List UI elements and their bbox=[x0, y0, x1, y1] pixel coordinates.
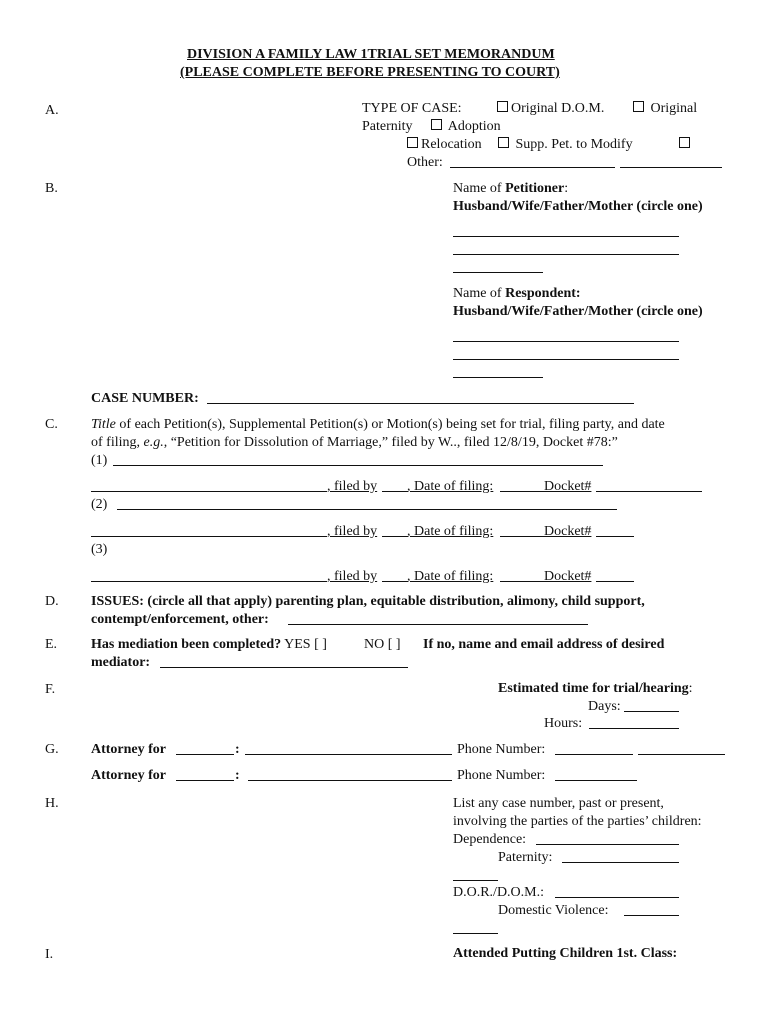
section-i-letter: I. bbox=[45, 947, 54, 962]
item-2-docket-field[interactable] bbox=[596, 536, 634, 537]
dependence-field[interactable] bbox=[536, 844, 679, 845]
item-3-title-field[interactable] bbox=[91, 581, 327, 582]
item-3-label: (3) bbox=[91, 542, 108, 557]
attorney-1-name-field[interactable] bbox=[245, 754, 452, 755]
other-field-2[interactable] bbox=[620, 167, 722, 168]
section-c-intro-line1: Title of each Petition(s), Supplemental Petition(s) or Motion(s) being set for trial, filing party, and date bbox=[91, 417, 665, 432]
dependence-label: Dependence: bbox=[453, 832, 527, 847]
mediation-question: Has mediation been completed? YES [ ] bbox=[91, 637, 327, 652]
checkbox-icon[interactable] bbox=[633, 101, 644, 112]
domestic-violence-field-2[interactable] bbox=[453, 933, 498, 934]
mediation-if-no: If no, name and email address of desired bbox=[423, 637, 665, 652]
item-1-docket-field[interactable] bbox=[596, 491, 702, 492]
checkbox-icon[interactable] bbox=[407, 137, 418, 148]
petitioner-name-field-2[interactable] bbox=[453, 254, 679, 255]
section-f-letter: F. bbox=[45, 682, 56, 697]
phone-2-label: Phone Number: bbox=[457, 768, 546, 783]
item-3-docket-label: Docket# bbox=[544, 569, 592, 584]
option-original[interactable]: Original bbox=[633, 100, 697, 118]
other-label: Other: bbox=[407, 155, 443, 170]
case-history-line1: List any case number, past or present, bbox=[453, 796, 664, 811]
case-number-label: CASE NUMBER: bbox=[91, 391, 199, 406]
checkbox-icon[interactable] bbox=[679, 137, 690, 148]
checkbox-icon[interactable] bbox=[498, 137, 509, 148]
item-3-docket-field[interactable] bbox=[596, 581, 634, 582]
mediation-yes[interactable]: YES [ ] bbox=[281, 637, 327, 652]
item-2-label: (2) bbox=[91, 497, 108, 512]
checkbox-icon[interactable] bbox=[497, 101, 508, 112]
section-d-letter: D. bbox=[45, 594, 59, 609]
paternity-case-field[interactable] bbox=[562, 862, 679, 863]
attorney-for-1-party-field[interactable] bbox=[176, 754, 234, 755]
other-field[interactable] bbox=[450, 167, 615, 168]
issues-other-field[interactable] bbox=[288, 624, 588, 625]
item-1-date-field[interactable] bbox=[500, 491, 544, 492]
paternity-label: Paternity bbox=[362, 119, 413, 134]
option-relocation[interactable]: Relocation bbox=[407, 136, 482, 154]
dor-dom-field[interactable] bbox=[555, 897, 679, 898]
dor-dom-label: D.O.R./D.O.M.: bbox=[453, 885, 545, 900]
petitioner-label: Name of Petitioner: bbox=[453, 181, 569, 196]
paternity-case-label: Paternity: bbox=[498, 850, 553, 865]
item-2-filed-by-field[interactable] bbox=[382, 536, 408, 537]
item-1-filed-by-field[interactable] bbox=[382, 491, 408, 492]
phone-1-field[interactable] bbox=[555, 754, 633, 755]
form-title: DIVISION A FAMILY LAW 1TRIAL SET MEMORANDUM bbox=[187, 47, 555, 62]
respondent-name-field-2[interactable] bbox=[453, 359, 679, 360]
checkbox-icon[interactable] bbox=[431, 119, 442, 130]
item-1-date-label: , Date of filing: bbox=[407, 479, 494, 494]
issues-line2: contempt/enforcement, other: bbox=[91, 612, 269, 627]
item-1-docket-label: Docket# bbox=[544, 479, 592, 494]
domestic-violence-label: Domestic Violence: bbox=[498, 903, 609, 918]
attorney-for-1-label: Attorney for bbox=[91, 742, 167, 757]
respondent-circle-one: Husband/Wife/Father/Mother (circle one) bbox=[453, 304, 703, 319]
section-g-letter: G. bbox=[45, 742, 59, 757]
item-1-label: (1) bbox=[91, 453, 108, 468]
phone-1-label: Phone Number: bbox=[457, 742, 546, 757]
section-h-letter: H. bbox=[45, 796, 59, 811]
petitioner-name-field-3[interactable] bbox=[453, 272, 543, 273]
option-supp-pet[interactable]: Supp. Pet. to Modify bbox=[498, 136, 633, 154]
type-of-case-label: TYPE OF CASE: bbox=[362, 101, 462, 116]
attorney-for-2-colon: : bbox=[235, 768, 240, 783]
section-c-intro-line2: of filing, e.g., “Petition for Dissolution of Marriage,” filed by W.., filed 12/8/19, Docket #78:” bbox=[91, 435, 618, 450]
respondent-name-field-3[interactable] bbox=[453, 377, 543, 378]
section-b-letter: B. bbox=[45, 181, 58, 196]
section-e-letter: E. bbox=[45, 637, 58, 652]
days-label: Days: bbox=[588, 699, 621, 714]
case-number-field[interactable] bbox=[207, 403, 634, 404]
phone-1-field-2[interactable] bbox=[638, 754, 725, 755]
option-adoption[interactable]: Adoption bbox=[431, 118, 501, 136]
item-1-title-field-2[interactable] bbox=[91, 491, 327, 492]
attorney-for-1-colon: : bbox=[235, 742, 240, 757]
petitioner-circle-one: Husband/Wife/Father/Mother (circle one) bbox=[453, 199, 703, 214]
respondent-name-field[interactable] bbox=[453, 341, 679, 342]
attorney-for-2-label: Attorney for bbox=[91, 768, 167, 783]
section-c-letter: C. bbox=[45, 417, 58, 432]
item-1-filed-by: , filed by bbox=[327, 479, 378, 494]
case-history-line2: involving the parties of the parties’ children: bbox=[453, 814, 702, 829]
paternity-case-field-2[interactable] bbox=[453, 880, 498, 881]
attorney-2-name-field[interactable] bbox=[248, 780, 452, 781]
item-3-filed-by-field[interactable] bbox=[382, 581, 408, 582]
phone-2-field[interactable] bbox=[555, 780, 637, 781]
item-3-date-label: , Date of filing: bbox=[407, 569, 494, 584]
mediation-no[interactable]: NO [ ] bbox=[364, 637, 401, 652]
mediator-label: mediator: bbox=[91, 655, 151, 670]
hours-field[interactable] bbox=[589, 728, 679, 729]
issues-line1: ISSUES: (circle all that apply) parenting plan, equitable distribution, alimony, child support, bbox=[91, 594, 645, 609]
form-subtitle: (PLEASE COMPLETE BEFORE PRESENTING TO COURT) bbox=[180, 65, 560, 80]
mediator-field[interactable] bbox=[160, 667, 408, 668]
item-2-date-label: , Date of filing: bbox=[407, 524, 494, 539]
section-a-letter: A. bbox=[45, 103, 59, 118]
item-3-filed-by: , filed by bbox=[327, 569, 378, 584]
respondent-label: Name of Respondent: bbox=[453, 286, 581, 301]
domestic-violence-field[interactable] bbox=[624, 915, 679, 916]
attorney-for-2-party-field[interactable] bbox=[176, 780, 234, 781]
item-3-date-field[interactable] bbox=[500, 581, 544, 582]
item-2-title-field[interactable] bbox=[117, 509, 617, 510]
option-extra[interactable] bbox=[679, 136, 693, 154]
item-1-title-field[interactable] bbox=[113, 465, 603, 466]
item-2-docket-label: Docket# bbox=[544, 524, 592, 539]
days-field[interactable] bbox=[624, 711, 679, 712]
hours-label: Hours: bbox=[544, 716, 583, 731]
item-2-filed-by: , filed by bbox=[327, 524, 378, 539]
petitioner-name-field[interactable] bbox=[453, 236, 679, 237]
estimated-time-label: Estimated time for trial/hearing: bbox=[498, 681, 693, 696]
item-2-date-field[interactable] bbox=[500, 536, 544, 537]
parenting-class-label: Attended Putting Children 1st. Class: bbox=[453, 946, 678, 961]
option-original-dom[interactable]: Original D.O.M. bbox=[497, 100, 604, 118]
item-2-title-field-2[interactable] bbox=[91, 536, 327, 537]
